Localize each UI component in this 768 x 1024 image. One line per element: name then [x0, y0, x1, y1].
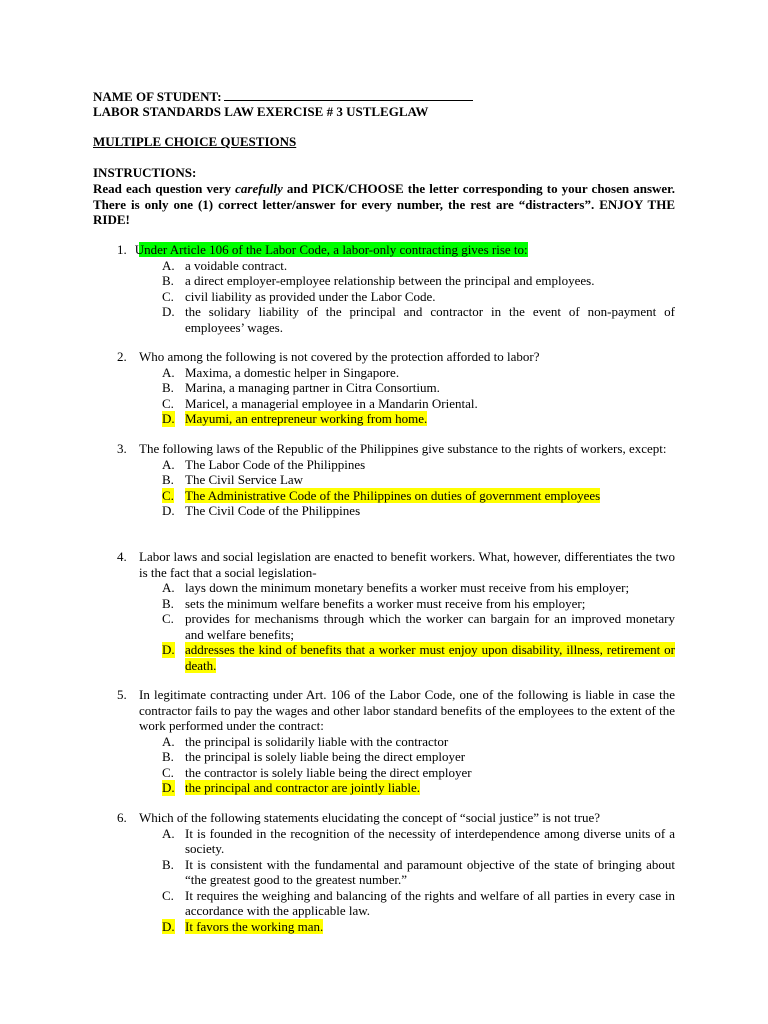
- choice-letter: B.: [162, 472, 174, 487]
- choice-text: Marina, a managing partner in Citra Consortium.: [185, 380, 440, 395]
- choice-text: provides for mechanisms through which the worker can bargain for an improved monetary and welfare benefits;: [185, 611, 675, 642]
- choice-text: It is consistent with the fundamental and paramount objective of the state of bringing about “the greatest good to the greatest number.”: [185, 856, 675, 887]
- choice-text: the solidary liability of the principal and contractor in the event of non-payment of employees’ wages.: [185, 304, 675, 335]
- instructions-part1: Read each question very: [93, 181, 236, 196]
- choice-letter: D.: [162, 304, 175, 319]
- choice-c[interactable]: [117, 289, 675, 305]
- question-3: [117, 441, 675, 519]
- question-4: [117, 549, 675, 673]
- choice-letter: B.: [162, 856, 174, 872]
- question-stem: Which of the following statements elucidating the concept of “social justice” is not true?: [139, 810, 600, 825]
- choice-text: It is founded in the recognition of the necessity of interdependence among diverse units of a society.: [185, 825, 675, 856]
- question-6: [117, 810, 675, 934]
- question-number: 5.: [117, 687, 127, 702]
- choice-letter: C.: [162, 611, 174, 626]
- choice-letter: D.: [162, 918, 175, 934]
- question-5: [117, 687, 675, 796]
- choice-text: It requires the weighing and balancing of the rights and welfare of all parties in every case in accordance with the applicable law.: [185, 887, 675, 918]
- student-name-line: [93, 88, 473, 105]
- instructions-part2: and PICK/CHOOSE the letter corresponding to your chosen answer. There is only one (1) correct letter/answer for every number, the rest are “distracters”. ENJOY THE RIDE!: [93, 181, 675, 227]
- choice-a[interactable]: [117, 734, 675, 750]
- question-highlight: [117, 242, 528, 257]
- choice-a[interactable]: [117, 365, 675, 381]
- choice-c[interactable]: [117, 765, 675, 781]
- choice-text: addresses the kind of benefits that a worker must enjoy upon disability, illness, retirement or death.: [185, 642, 675, 673]
- choice-a[interactable]: [117, 258, 675, 274]
- choice-a[interactable]: [117, 580, 675, 596]
- choice-letter: D.: [162, 642, 175, 657]
- choice-d[interactable]: [117, 503, 675, 519]
- choice-letter: B.: [162, 595, 174, 611]
- choice-letter: A.: [162, 580, 175, 595]
- choice-letter: D.: [162, 503, 175, 518]
- choice-b[interactable]: [117, 596, 675, 612]
- question-number: 3.: [117, 441, 127, 456]
- question-number: 4.: [117, 549, 127, 564]
- choice-b[interactable]: [117, 749, 675, 765]
- question-2: [117, 349, 675, 427]
- choice-letter: A.: [162, 825, 175, 841]
- choice-c[interactable]: [117, 396, 675, 412]
- choice-a[interactable]: [117, 457, 675, 473]
- choice-d-answer[interactable]: [117, 919, 675, 935]
- choice-letter: C.: [162, 487, 174, 503]
- choice-text: civil liability as provided under the Labor Code.: [185, 288, 436, 304]
- question-number: 2.: [117, 349, 127, 364]
- choice-text: It favors the working man.: [185, 918, 324, 934]
- choice-letter: C.: [162, 288, 174, 304]
- choice-text: The Civil Code of the Philippines: [185, 503, 361, 518]
- choice-letter: C.: [162, 395, 174, 411]
- question-stem: In legitimate contracting under Art. 106 of the Labor Code, one of the following is liable in case the contractor fails to pay the wages and other labor standard benefits of the employees to the extent of the work performed under the contract:: [139, 687, 675, 733]
- choice-text: sets the minimum welfare benefits a worker must receive from his employer;: [185, 595, 586, 611]
- choice-b[interactable]: [117, 380, 675, 396]
- choice-text: lays down the minimum monetary benefits a worker must receive from his employer;: [185, 580, 630, 595]
- question-stem: The following laws of the Republic of the Philippines give substance to the rights of workers, except:: [139, 441, 667, 456]
- instructions-text: [93, 181, 675, 228]
- choice-text: the contractor is solely liable being the direct employer: [185, 764, 472, 780]
- choice-c-answer[interactable]: [117, 488, 675, 504]
- student-name-blank[interactable]: [224, 88, 473, 101]
- choice-letter: A.: [162, 733, 175, 749]
- choice-letter: A.: [162, 257, 175, 273]
- section-title: MULTIPLE CHOICE QUESTIONS: [93, 134, 297, 149]
- choice-text: The Administrative Code of the Philippines on duties of government employees: [185, 487, 601, 503]
- choice-c[interactable]: [117, 888, 675, 919]
- question-1: [117, 242, 675, 335]
- question-number: 6.: [117, 810, 127, 825]
- choice-text: the principal is solely liable being the direct employer: [185, 749, 466, 764]
- choice-text: a direct employer-employee relationship between the principal and employees.: [185, 273, 595, 288]
- choice-text: Maricel, a managerial employee in a Mandarin Oriental.: [185, 395, 478, 411]
- choice-text: Maxima, a domestic helper in Singapore.: [185, 364, 400, 380]
- question-stem: Who among the following is not covered by the protection afforded to labor?: [139, 349, 540, 364]
- choice-b[interactable]: [117, 472, 675, 488]
- choice-letter: C.: [162, 764, 174, 780]
- choice-text: a voidable contract.: [185, 257, 288, 273]
- choice-letter: B.: [162, 749, 174, 764]
- choice-letter: D.: [162, 411, 175, 426]
- choice-b[interactable]: [117, 857, 675, 888]
- choice-text: the principal is solidarily liable with the contractor: [185, 733, 449, 749]
- choice-letter: A.: [162, 456, 175, 472]
- choice-d-answer[interactable]: [117, 411, 675, 427]
- choice-d-answer[interactable]: [117, 642, 675, 673]
- choice-letter: C.: [162, 887, 174, 903]
- instructions-emphasis: carefully: [235, 181, 283, 196]
- choice-text: the principal and contractor are jointly liable.: [185, 780, 420, 795]
- question-number: 1.: [117, 242, 127, 257]
- choice-letter: B.: [162, 380, 174, 395]
- choice-letter: B.: [162, 273, 174, 288]
- choice-b[interactable]: [117, 273, 675, 289]
- question-stem: Under Article 106 of the Labor Code, a labor-only contracting gives rise to:: [134, 242, 528, 257]
- choice-letter: A.: [162, 364, 175, 380]
- choice-letter: D.: [162, 780, 175, 795]
- choice-text: The Labor Code of the Philippines: [185, 456, 366, 472]
- instructions-label: INSTRUCTIONS:: [93, 165, 197, 180]
- choice-text: The Civil Service Law: [185, 472, 304, 487]
- choice-d-answer[interactable]: [117, 780, 675, 796]
- exercise-title: LABOR STANDARDS LAW EXERCISE # 3 USTLEGLAW: [93, 104, 429, 119]
- choice-d[interactable]: [117, 304, 675, 335]
- choice-c[interactable]: [117, 611, 675, 642]
- student-name-label: NAME OF STUDENT:: [93, 89, 222, 104]
- question-stem: Labor laws and social legislation are enacted to benefit workers. What, however, differentiates the two is the fact that a social legislation-: [139, 549, 675, 580]
- choice-a[interactable]: [117, 826, 675, 857]
- choice-text: Mayumi, an entrepreneur working from home.: [185, 411, 428, 426]
